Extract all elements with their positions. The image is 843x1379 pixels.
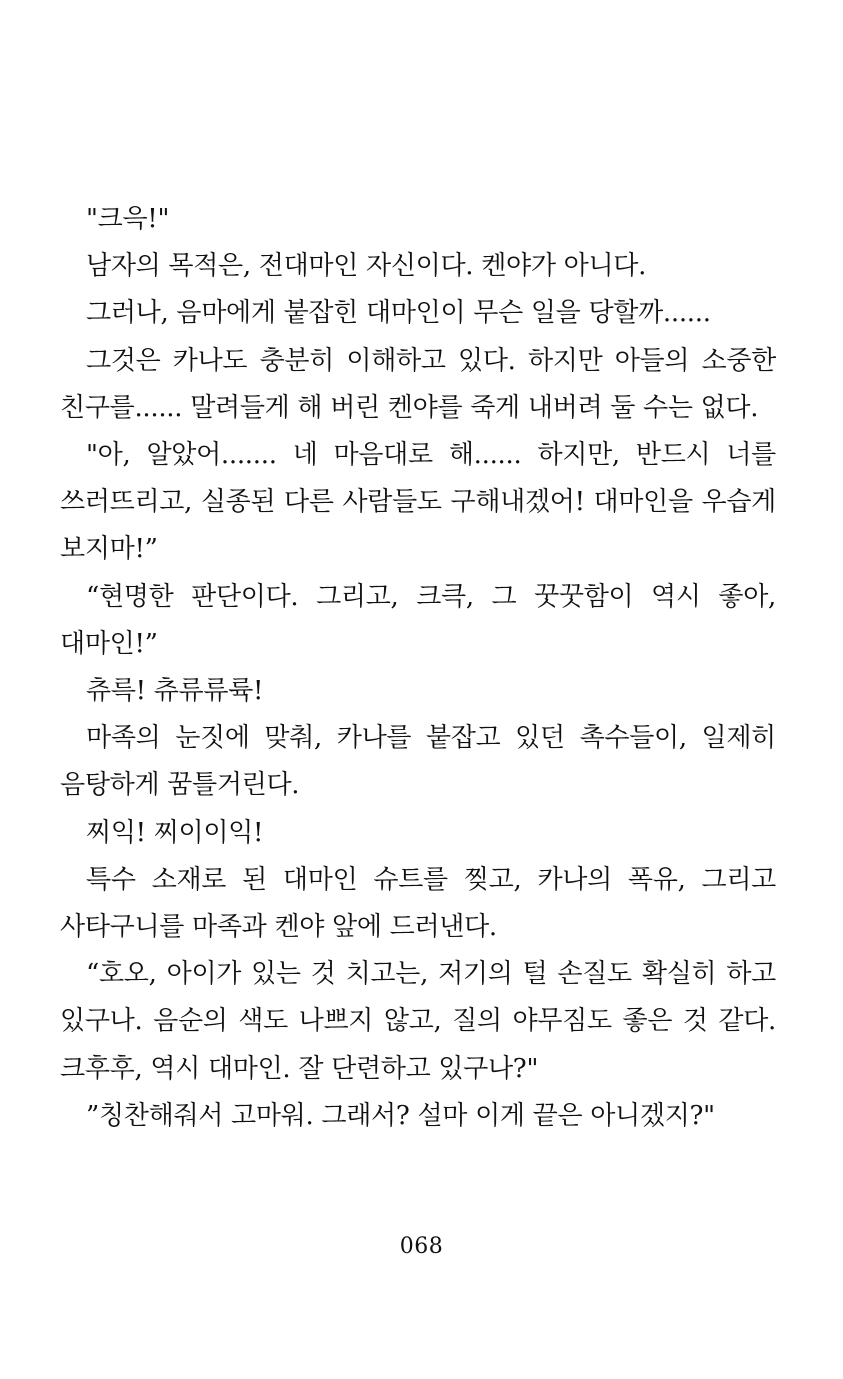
page-number: 068 <box>399 1234 444 1259</box>
paragraph: 남자의 목적은, 전대마인 자신이다. 켄야가 아니다. <box>86 251 647 282</box>
body-text <box>60 196 776 1140</box>
paragraph: “현명한 판단이다. 그리고, 크큭, 그 꿋꿋함이 역시 좋아, 대마인!” <box>60 581 776 659</box>
paragraph: 츄륵! 츄류류륙! <box>86 676 264 707</box>
paragraph: “호오, 아이가 있는 것 치고는, 저기의 털 손질도 확실히 하고 있구나. 음순의 색도 나쁘지 않고, 질의 야무짐도 좋은 것 같다. 크후후, 역시 대마인. 잘 단련하고 있구나?" <box>60 959 776 1084</box>
paragraph: 마족의 눈짓에 맞춰, 카나를 붙잡고 있던 촉수들이, 일제히 음탕하게 꿈틀거린다. <box>60 723 776 801</box>
paragraph: 그러나, 음마에게 붙잡힌 대마인이 무슨 일을 당할까...... <box>86 298 711 329</box>
paragraph: ”칭찬해줘서 고마워. 그래서? 설마 이게 끝은 아니겠지?" <box>86 1100 715 1131</box>
paragraph: 찌익! 찌이이익! <box>86 817 264 848</box>
paragraph: "아, 알았어....... 네 마음대로 해...... 하지만, 반드시 너를 쓰러뜨리고, 실종된 다른 사람들도 구해내겠어! 대마인을 우습게 보지마!” <box>60 440 776 565</box>
paragraph: 특수 소재로 된 대마인 슈트를 찢고, 카나의 폭유, 그리고 사타구니를 마족과 켄야 앞에 드러낸다. <box>60 864 776 943</box>
paragraph: 그것은 카나도 충분히 이해하고 있다. 하지만 아들의 소중한 친구를...... 말려들게 해 버린 켄야를 죽게 내버려 둘 수는 없다. <box>60 345 776 423</box>
paragraph: "크윽!" <box>86 204 170 234</box>
